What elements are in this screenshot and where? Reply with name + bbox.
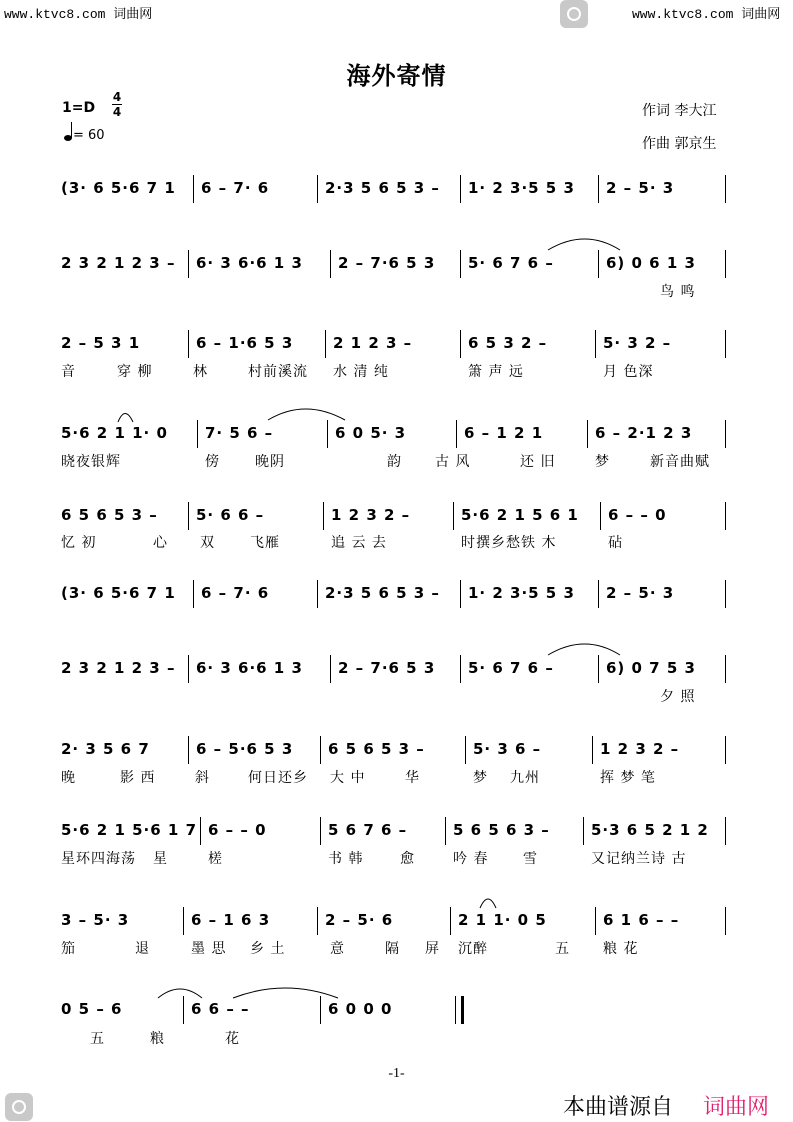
- lyric: 隔: [385, 941, 400, 957]
- measure: 6) 0 6 1 3: [606, 254, 696, 272]
- site-url-right[interactable]: www.ktvc8.com 词曲网: [632, 7, 781, 22]
- lyric: 星: [153, 851, 168, 867]
- measure: 5·6 2 1 1· 0: [61, 424, 168, 442]
- lyric: 月 色深: [603, 364, 654, 380]
- lyric: 沉醉: [458, 941, 488, 957]
- slur-arc: [548, 644, 620, 655]
- measure: 6 6 – –: [191, 1000, 250, 1018]
- measure: 2 1 1· 0 5: [458, 911, 547, 929]
- lyric: 五: [90, 1031, 105, 1047]
- lyric: 林: [193, 364, 208, 380]
- lyric: 斜: [195, 770, 210, 786]
- slur-arc: [158, 989, 202, 998]
- lyric: 何日还乡: [248, 770, 308, 786]
- measure: 2 – 5· 6: [325, 911, 394, 929]
- lyric: 忆 初: [61, 535, 97, 551]
- measure: 6) 0 7 5 3: [606, 659, 696, 677]
- measure: 6 – 2·1 2 3: [595, 424, 693, 442]
- measure: 1 2 3 2 –: [600, 740, 680, 758]
- measure: 6 – 5·6 5 3: [196, 740, 294, 758]
- page-number: -1-: [388, 1066, 405, 1081]
- measure: 5· 3 2 –: [603, 334, 672, 352]
- measure: 5 6 7 6 –: [328, 821, 408, 839]
- lyric: 音: [61, 364, 76, 380]
- measure: 5·6 2 1 5·6 1 7: [61, 821, 198, 839]
- measure: 6 1 6 – –: [603, 911, 680, 929]
- slur-arc: [268, 409, 345, 420]
- song-title: 海外寄情: [346, 62, 447, 90]
- time-bottom: 4: [112, 105, 122, 119]
- lyric: 笳: [61, 941, 76, 957]
- measure: 5 6 5 6 3 –: [453, 821, 550, 839]
- lyric: 大 中: [330, 770, 366, 786]
- measure: (3· 6 5·6 7 1: [61, 584, 176, 602]
- lyric: 屏: [425, 941, 440, 957]
- lyric: 粮 花: [603, 941, 639, 957]
- slur-arc: [118, 414, 133, 423]
- lyric: 晚: [61, 770, 76, 786]
- lyric: 晓夜银辉: [61, 454, 121, 470]
- time-top: 4: [112, 90, 122, 104]
- measure: 5· 3 6 –: [473, 740, 542, 758]
- measure: 5·6 2 1 5 6 1: [461, 506, 579, 524]
- lyric: 追 云 去: [331, 535, 387, 551]
- lyric: 雪: [523, 851, 538, 867]
- measure: 6 0 5· 3: [335, 424, 407, 442]
- lyric: 九州: [510, 770, 540, 786]
- measure: 2 3 2 1 2 3 –: [61, 659, 176, 677]
- measure: 2·3 5 6 5 3 –: [325, 584, 440, 602]
- lyric: 愈: [400, 851, 415, 867]
- measure: 7· 5 6 –: [205, 424, 274, 442]
- lyric: 星环四海荡: [61, 851, 136, 867]
- lyric: 双: [200, 535, 215, 551]
- lyric: 晚阴: [255, 454, 285, 470]
- source-credit-site[interactable]: 词曲网: [703, 1095, 770, 1120]
- lyric: 村前溪流: [248, 364, 308, 380]
- measure: 6 – 1 6 3: [191, 911, 271, 929]
- measure: 2 – 5 3 1: [61, 334, 141, 352]
- measure: 1· 2 3·5 5 3: [468, 584, 575, 602]
- measure: 6· 3 6·6 1 3: [196, 254, 303, 272]
- lyric: 梦: [473, 770, 488, 786]
- measure: 5· 6 6 –: [196, 506, 265, 524]
- measure: 5· 6 7 6 –: [468, 254, 554, 272]
- lyric: 挥 梦 笔: [600, 770, 656, 786]
- lyric: 书 韩: [328, 851, 364, 867]
- lyric: 鸟 鸣: [660, 284, 696, 300]
- measure: 6 5 3 2 –: [468, 334, 548, 352]
- measure: 2 3 2 1 2 3 –: [61, 254, 176, 272]
- lyric: 梦: [595, 454, 610, 470]
- measure: 5· 6 7 6 –: [468, 659, 554, 677]
- lyric: 韵: [387, 454, 402, 470]
- lyric: 华: [405, 770, 420, 786]
- lyric: 五: [555, 941, 570, 957]
- measure: 6 – 7· 6: [201, 179, 270, 197]
- measure: 2·3 5 6 5 3 –: [325, 179, 440, 197]
- measure: 1 2 3 2 –: [331, 506, 411, 524]
- measure: 2· 3 5 6 7: [61, 740, 150, 758]
- lyric: 意: [330, 941, 345, 957]
- composer: 作曲 郭京生: [642, 136, 717, 152]
- measure: 2 – 7·6 5 3: [338, 254, 436, 272]
- lyric: 退: [135, 941, 150, 957]
- lyric: 乡 土: [250, 941, 286, 957]
- site-url-left[interactable]: www.ktvc8.com 词曲网: [4, 7, 153, 22]
- measure: 2 – 5· 3: [606, 584, 675, 602]
- lyric: 傍: [205, 454, 220, 470]
- lyric: 时撰乡愁铁 木: [461, 535, 557, 551]
- lyric: 墨 思: [191, 941, 227, 957]
- slur-arc: [480, 899, 496, 908]
- lyric: 吟 春: [453, 851, 489, 867]
- lyric: 夕 照: [660, 689, 696, 705]
- lyric: 影 西: [120, 770, 156, 786]
- measure: 2 – 7·6 5 3: [338, 659, 436, 677]
- lyric: 穿 柳: [117, 364, 153, 380]
- measure: 5·3 6 5 2 1 2: [591, 821, 709, 839]
- key-signature: 1=D: [62, 100, 96, 116]
- lyric: 飞雁: [250, 535, 280, 551]
- measure: 6 – 1·6 5 3: [196, 334, 294, 352]
- measure: 6 – – 0: [208, 821, 267, 839]
- lyric: 心: [153, 535, 168, 551]
- slur-arc: [233, 988, 338, 998]
- lyric: 槎: [208, 851, 223, 867]
- measure: 6 5 6 5 3 –: [61, 506, 158, 524]
- lyric: 古 风: [435, 454, 471, 470]
- measure: 2 – 5· 3: [606, 179, 675, 197]
- lyric: 砧: [608, 535, 623, 551]
- lyric: 又记纳兰诗 古: [591, 851, 687, 867]
- tempo-value: = 60: [73, 128, 105, 143]
- lyric: 水 清 纯: [333, 364, 389, 380]
- measure: (3· 6 5·6 7 1: [61, 179, 176, 197]
- lyricist: 作词 李大江: [642, 103, 717, 119]
- measure: 6 – 1 2 1: [464, 424, 544, 442]
- source-credit-prefix: 本曲谱源自: [563, 1095, 674, 1120]
- measure: 6 – 7· 6: [201, 584, 270, 602]
- lyric: 新音曲赋: [650, 454, 710, 470]
- lyric: 花: [225, 1031, 240, 1047]
- measure: 3 – 5· 3: [61, 911, 130, 929]
- measure: 6 – – 0: [608, 506, 667, 524]
- lyric: 箫 声 远: [468, 364, 524, 380]
- measure: 6 5 6 5 3 –: [328, 740, 425, 758]
- measure: 6· 3 6·6 1 3: [196, 659, 303, 677]
- measure: 2 1 2 3 –: [333, 334, 413, 352]
- lyric: 还 旧: [520, 454, 556, 470]
- measure: 0 5 – 6: [61, 1000, 123, 1018]
- slur-arc: [548, 239, 620, 250]
- measure: 6 0 0 0: [328, 1000, 393, 1018]
- lyric: 粮: [150, 1031, 165, 1047]
- measure: 1· 2 3·5 5 3: [468, 179, 575, 197]
